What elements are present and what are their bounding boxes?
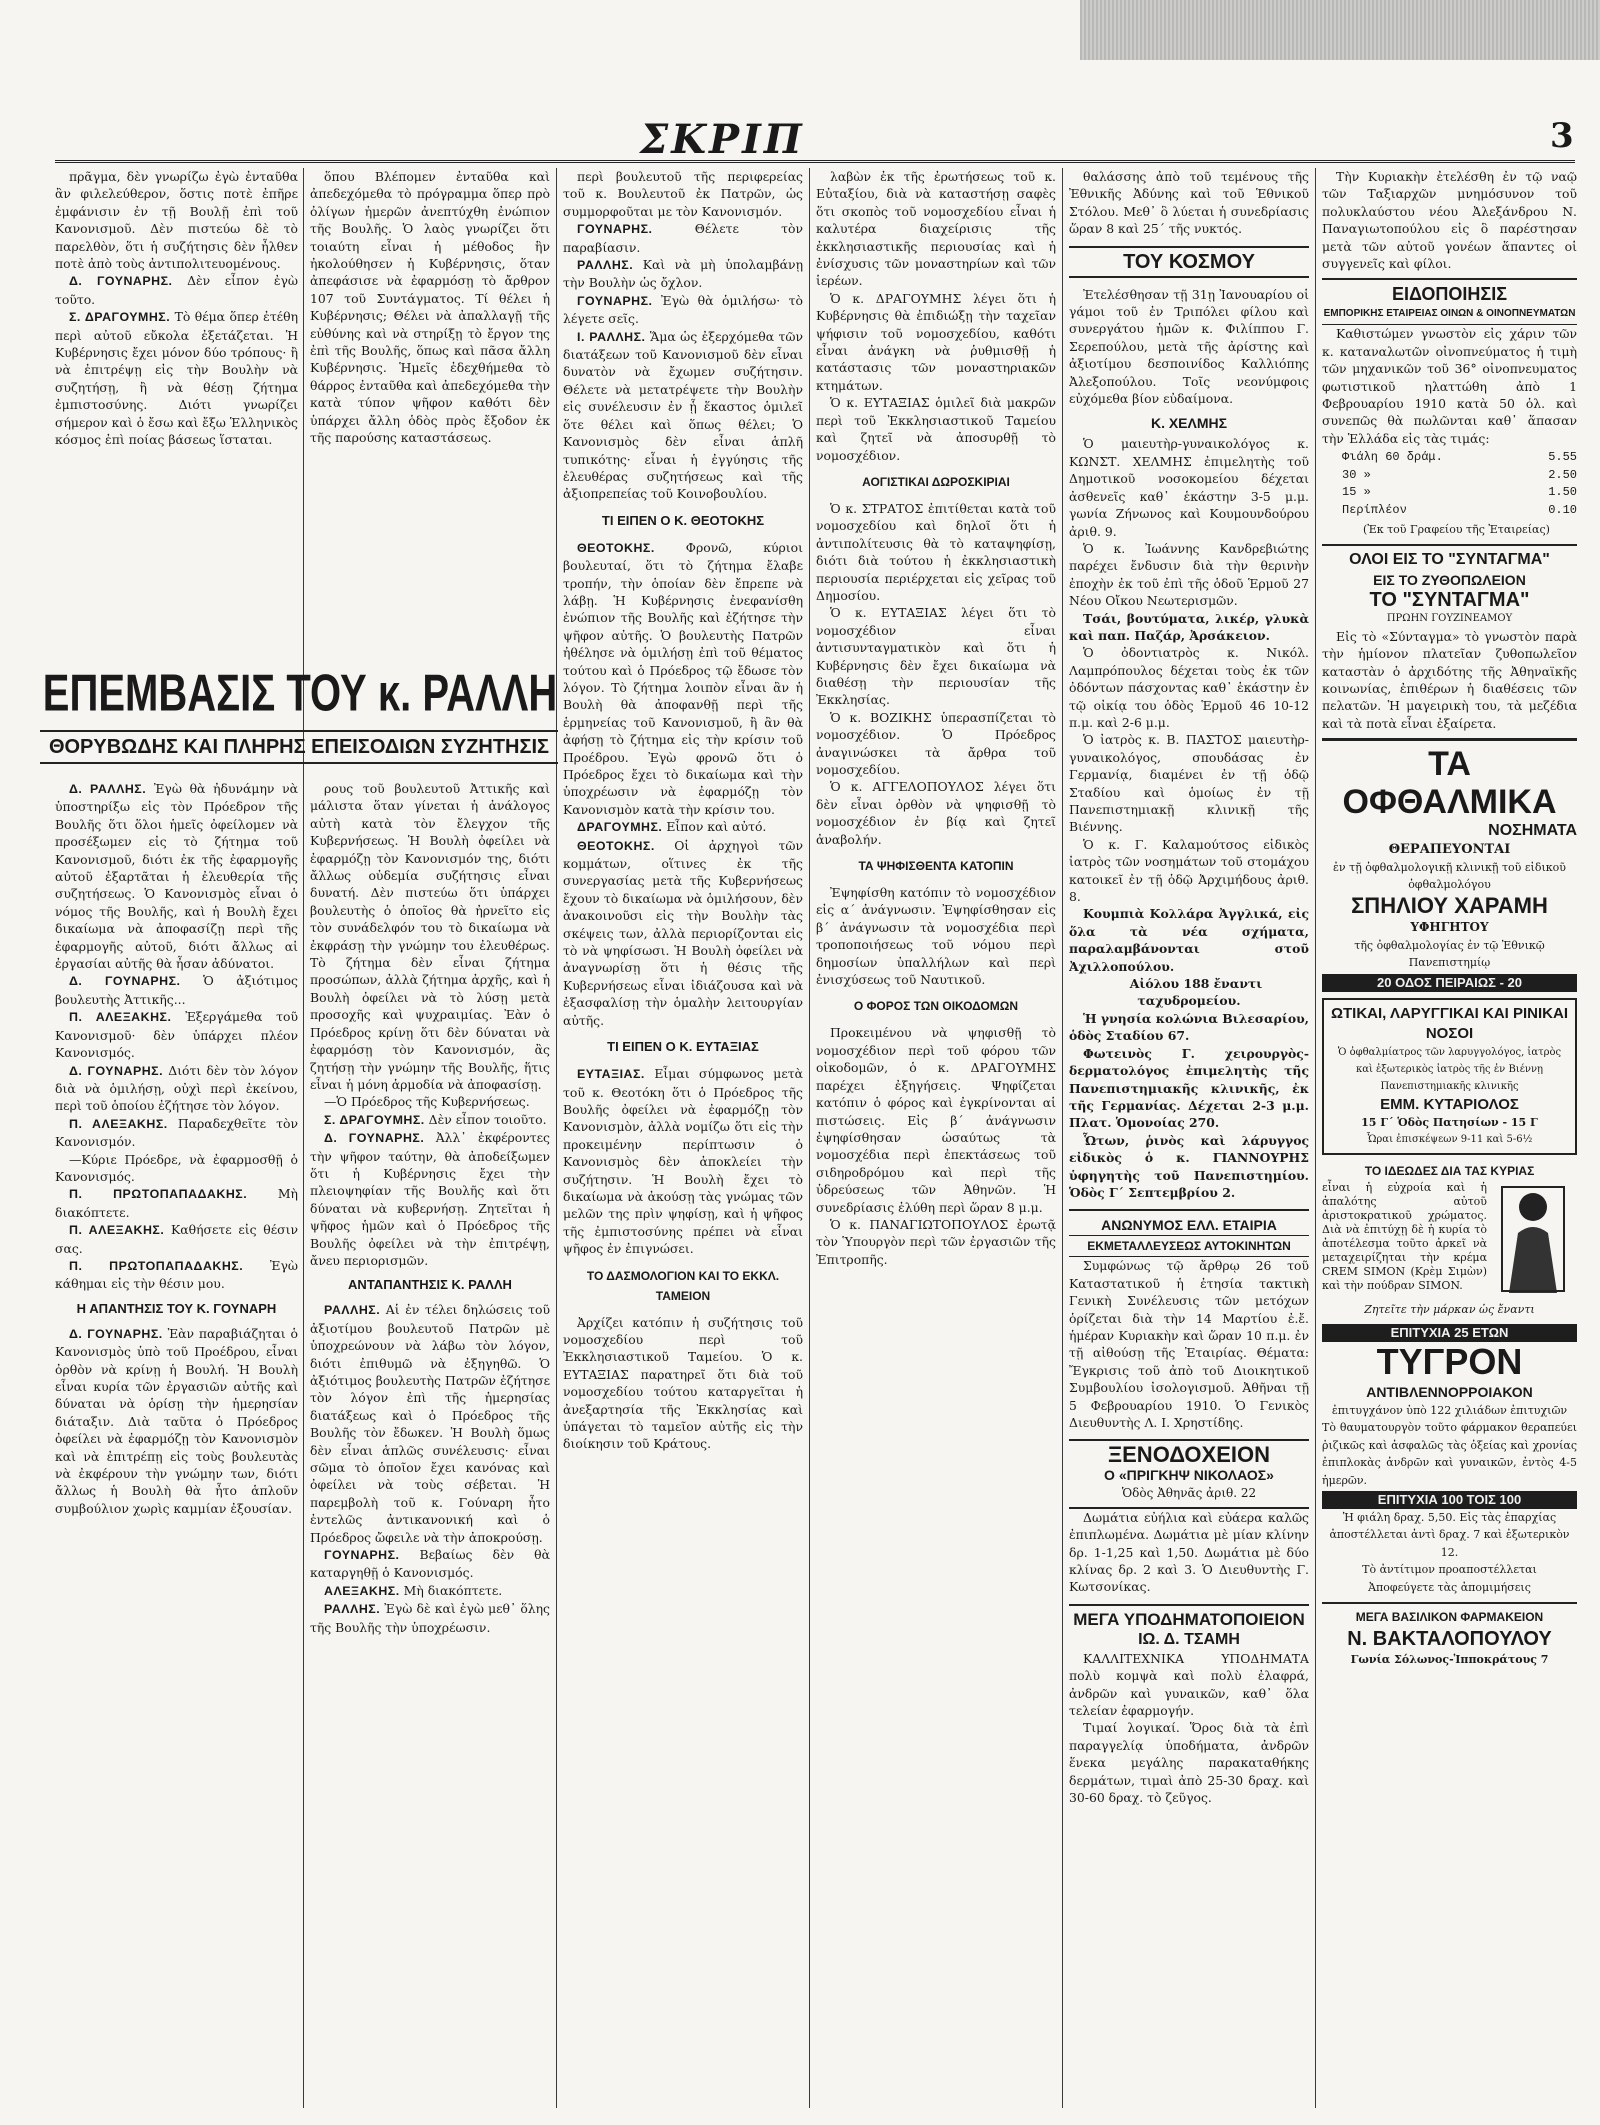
ad-owner: ΠΡΩΗΝ ΓΟΥΖΙΝΕΑΜΟΥ xyxy=(1386,613,1513,625)
tigron-ad xyxy=(1322,1324,1577,1596)
price-row xyxy=(1342,502,1577,519)
speech-text: Καὶ νὰ μὴ ὑπολαμβάνῃ τὴν Βουλὴν ὡς ὄχλον. xyxy=(563,257,803,291)
speech-paragraph xyxy=(55,972,298,1008)
ad-text: Τὸ θαυματουργὸν τοῦτο φάρμακον θεραπεύει ῥιζικῶς καὶ ἀσφαλῶς τὰς ὀξείας καὶ χρονίας ἐπιπλοκὰς ἀνδρῶν καὶ γυναικῶν, ἐντὸς 4-5 ἡμερῶν. xyxy=(1322,1421,1577,1487)
speech-text: Ἐγὼ δὲ καὶ ἐγὼ μεθ᾽ ὅλης τῆς Βουλῆς τὴν ὑποχρέωσιν. xyxy=(310,1601,550,1635)
article-text: ρους τοῦ βουλευτοῦ Ἀττικῆς καὶ μάλιστα ὅταν γίνεται ἡ ἀνάλογος αὐτὴ κατὰ τὸν ἔλεγχον τῆς Κυβερνήσεως. Ἡ Βουλὴ ὀφείλει νὰ ἐφαρμόζῃ τὸν Κανονισμόν της, διότι ἄλλως οὐδεμία συζήτησις εἶναι δυνατή. Δὲν πιστεύω ὅτι ὑπάρχει βουλευτὴς ὁ ὁποῖος θὰ ἠρνεῖτο εἰς τὸν συνάδελφόν του τὸ δικαίωμα νὰ ἐκφράσῃ τὴν γνώμην του ἐλευθέρως. Τὸ ζήτημα δὲν εἶναι ζήτημα προσώπων, ἀλλὰ ζήτημα ἀρχῆς, καὶ ἡ Βουλὴ ὀφείλει νὰ τὸ λύσῃ μετὰ προσοχῆς καὶ ψυχραιμίας. Ἐὰν ὁ Πρόεδρος κρίνῃ ὅτι δὲν δύναται νὰ ἐφαρμόσῃ τὸν Κανονισμόν, ἂς ζητήσῃ τὴν γνώμην τῆς Βουλῆς, ἥτις εἶναι ἡ μόνη ἁρμοδία νὰ ἀποφασίσῃ. xyxy=(310,781,550,1092)
column-1-lower xyxy=(55,780,298,2110)
speech-text: Παραδεχθεῖτε τὸν Κανονισμόν. xyxy=(55,1115,298,1150)
price-value: 1.50 xyxy=(1548,485,1577,500)
ad-text: Φωτεινὸς Γ. χειρουργὸς-δερματολόγος ἐπιμελητὴς τῆς Πανεπιστημιακῆς κλινικῆς, ἐκ τῆς Γερμανίας. Δέχεται 2-3 μ.μ. Πλατ. Ὁμονοίας 270. xyxy=(1069,1045,1309,1131)
company-ad xyxy=(1069,1209,1309,1257)
cosmetics-body xyxy=(1322,1181,1577,1301)
speaker: ΓΟΥΝΑΡΗΣ. xyxy=(324,1548,400,1563)
ad-text: Ὁ κ. Ἰωάννης Κανδρεβιώτης παρέχει ἔνδυσιν διὰ τὴν θερινὴν ἐποχὴν ἐκ τοῦ ἐπὶ τῆς ὁδοῦ Ἑρμοῦ 27 Νέου Οἴκου Νεωτερισμῶν. xyxy=(1069,540,1309,609)
speech-text: Ἐγὼ θὰ ἠδυνάμην νὰ ὑποστηρίξω εἰς τὸν Πρόεδρον τῆς Βουλῆς ὅτι ὅλοι ἡμεῖς ὀφείλομεν νὰ προσέξωμεν εἰς τὸ ζήτημα τοῦ Κανονισμοῦ, διότι ἐκ τῆς ἐφαρμογῆς αὐτοῦ ἐξαρτᾶται ἡ ἐλευθερία τῆς συζητήσεως. Ὁ Κανονισμὸς εἶναι ὁ νόμος τῆς Βουλῆς, καὶ ἡ Βουλὴ ἔχει δικαίωμα νὰ ἀποφασίζῃ περὶ τῆς ἐφαρμογῆς αὐτοῦ, διότι ἄλλως αἱ ἐργασίαι αὐτῆς θὰ ἦσαν ἀδύνατοι. xyxy=(55,781,298,972)
ad-text: Ἡ γνησία κολώνια Βιλεσαρίου, ὁδὸς Σταδίου 67. xyxy=(1069,1010,1309,1044)
speech-text: Αἱ ἐν τέλει δηλώσεις τοῦ ἀξιοτίμου βουλευτοῦ Πατρῶν μὲ ὑποχρεώνουν νὰ λάβω τὸν λόγον, διότι ἐπιθυμῶ νὰ ἐξηγηθῶ. Ὁ ἀξιότιμος βουλευτὴς Πατρῶν ἐζήτησε τὸν λόγον ἐπὶ τῆς ἡμερησίας διατάξεως καὶ ὁ Πρόεδρος τῆς Βουλῆς τὸν ἔδωκεν. Ἡ Βουλὴ ὅμως δὲν εἶναι ἁπλῶς συνέλευσις· εἶναι σῶμα τὸ ὁποῖον ἔχει κανόνας καὶ ὀφείλει νὰ τοὺς σέβεται. Ἡ παρεμβολὴ τοῦ κ. Γούναρη ἦτο ἐντελῶς ἀντικανονική καὶ ὁ Πρόεδρος ὤφειλε νὰ τὴν ἀποκρούσῃ. xyxy=(310,1302,550,1545)
speech-paragraph xyxy=(55,1257,298,1293)
ad-line: τῆς ὀφθαλμολογίας ἐν τῷ Ἐθνικῷ Πανεπιστημίῳ xyxy=(1354,938,1545,970)
speech-paragraph xyxy=(55,1325,298,1517)
ad-text: ΚΑΛΛΙΤΕΧΝΙΚΑ ΥΠΟΔΗΜΑΤΑ πολὺ κομψὰ καὶ πολὺ ἐλαφρά, ἀνδρῶν καὶ γυναικῶν, καθ᾽ ὅλα τελείαν ἐφαρμογήν. xyxy=(1069,1650,1309,1719)
speaker: Π. ΑΛΕΞΑΚΗΣ. xyxy=(69,1223,165,1238)
ad-name: ΤΟ "ΣΥΝΤΑΓΜΑ" xyxy=(1369,589,1530,612)
column-divider xyxy=(1062,168,1063,2108)
speech-paragraph xyxy=(55,1221,298,1257)
price-value: 2.50 xyxy=(1548,467,1577,482)
section-heading: ΤΙ ΕΙΠΕΝ Ο Κ. ΕΥΤΑΞΙΑΣ xyxy=(607,1039,759,1055)
speaker: Δ. ΓΟΥΝΑΡΗΣ. xyxy=(69,1063,164,1078)
speech-text: Μὴ διακόπτετε. xyxy=(403,1582,503,1598)
speech-paragraph xyxy=(55,1185,298,1221)
speaker: Σ. ΔΡΑΓΟΥΜΗΣ. xyxy=(324,1112,425,1127)
speech-text: Δὲν εἶπον ἐγὼ τοῦτο. xyxy=(55,273,298,307)
speech-paragraph xyxy=(55,272,298,308)
article-text: λαβὼν ἐκ τῆς ἐρωτήσεως τοῦ κ. Εὐταξίου, διὰ νὰ καταστήσῃ σαφὲς ὅτι σκοπὸς τοῦ νομοσχεδίου εἶναι ἡ καλυτέρα διαχείρισις τῆς ἐκκλησιαστικῆς περιουσίας καὶ ἡ ἐνίσχυσις τῶν μοναστηρίων καὶ τῶν ἱερέων. xyxy=(816,169,1056,289)
page-number: 3 xyxy=(1550,116,1574,156)
price-label: Φιάλη 60 δράμ. xyxy=(1342,450,1443,465)
ad-line: Τὸ ἀντίτιμον προαποστέλλεται xyxy=(1362,1563,1537,1577)
ad-subtitle: ΑΝΤΙΒΛΕΝΝΟΡΡΟΙΑΚΟΝ xyxy=(1366,1384,1533,1401)
newspaper-name: ΣΚΡΙΠ xyxy=(640,116,805,163)
speaker: ΔΡΑΓΟΥΜΗΣ. xyxy=(577,820,663,835)
speaker: ΓΟΥΝΑΡΗΣ. xyxy=(577,222,653,237)
masthead-rule xyxy=(55,160,1575,163)
ad-footer: (Ἐκ τοῦ Γραφείου τῆς Ἐταιρείας) xyxy=(1363,522,1550,536)
speech-paragraph xyxy=(563,292,803,328)
ad-badge: ΕΠΙΤΥΧΙΑ 25 ΕΤΩΝ xyxy=(1322,1324,1577,1342)
scan-edge-shading xyxy=(1080,0,1600,60)
speaker: ΡΑΛΛΗΣ. xyxy=(577,258,634,273)
ad-title: ΑΝΩΝΥΜΟΣ ΕΛΛ. ΕΤΑΙΡΙΑ xyxy=(1101,1217,1277,1234)
ad-text: εἶναι ἡ εὐχροία καὶ ἡ ἁπαλότης αὐτοῦ ἀριστοκρατικοῦ χρώματος. Διὰ νὰ ἐπιτύχῃ δὲ ἡ κυρία τὸ ἀποτέλεσμα τοῦτο ἀρκεῖ νὰ μεταχειρίζηται τὴν κρέμα CREM SIMON (Κρὲμ Σιμὼν) καὶ τὴν πούδραν SIMON. xyxy=(1322,1180,1487,1292)
column-6 xyxy=(1322,168,1577,2108)
speech-paragraph xyxy=(563,1065,803,1257)
column-divider xyxy=(303,168,304,2108)
speech-paragraph xyxy=(310,1546,550,1582)
ad-name: ΕΜΜ. ΚΥΤΑΡΙΟΛΟΣ xyxy=(1380,1095,1519,1113)
article-text: Ὁ κ. ΑΓΓΕΛΟΠΟΥΛΟΣ λέγει ὅτι δὲν εἶναι ὀρθὸν νὰ ψηφισθῇ τὸ νομοσχέδιον ἐν βίᾳ καὶ ζητεῖ ἀναβολήν. xyxy=(816,779,1056,847)
speech-paragraph xyxy=(310,1582,550,1600)
ad-subtitle: ΕΚΜΕΤΑΛΛΕΥΣΕΩΣ ΑΥΤΟΚΙΝΗΤΩΝ xyxy=(1069,1235,1309,1257)
speech-text: Καθήσετε εἰς θέσιν σας. xyxy=(55,1222,298,1256)
ad-subtitle: ΕΜΠΟΡΙΚΗΣ ΕΤΑΙΡΕΙΑΣ ΟΙΝΩΝ & ΟΙΝΟΠΝΕΥΜΑΤΩΝ xyxy=(1322,304,1577,325)
ad-text: Ὁ κ. Γ. Καλαμούτσος εἰδικὸς ἰατρὸς τῶν νοσημάτων τοῦ στομάχου κατοικεῖ ἐν τῇ ὁδῷ Ἀρχιμήδους ἀριθ. 8. xyxy=(1069,836,1309,905)
ad-address: Ὁδὸς Ἀθηνᾶς ἀριθ. 22 xyxy=(1121,1486,1257,1501)
ad-footer: Ζητεῖτε τὴν μάρκαν ὡς ἔναντι xyxy=(1364,1302,1535,1316)
headline: ΕΠΕΜΒΑΣΙΣ ΤΟΥ κ. ΡΑΛΛΗ xyxy=(42,665,558,723)
speech-text: Βεβαίως δὲν θὰ καταργηθῇ ὁ Κανονισμός. xyxy=(310,1547,550,1581)
speaker: Π. ΠΡΩΤΟΠΑΠΑΔΑΚΗΣ. xyxy=(69,1258,244,1273)
speech-text: Εἶπον καὶ αὐτό. xyxy=(666,819,767,835)
ad-name: Ν. ΒΑΚΤΑΛΟΠΟΥΛΟΥ xyxy=(1347,1628,1552,1651)
pharmacy-ad xyxy=(1322,1602,1577,1668)
article-text: Ἀρχίζει κατόπιν ἡ συζήτησις τοῦ νομοσχεδίου περὶ τοῦ Ἐκκλησιαστικοῦ Ταμείου. Ὁ κ. ΕΥΤΑΞΙΑΣ παρατηρεῖ ὅτι διὰ τοῦ νομοσχεδίου τούτου καταργεῖται ἡ ἀνεξαρτησία τῆς Ἐκκλησίας καὶ ὑπάγεται τὸ ταμεῖον αὐτῆς εἰς τὴν διοίκησιν τοῦ Κράτους. xyxy=(563,1314,803,1452)
speech-text: Ἐγὼ κάθημαι εἰς τὴν θέσιν μου. xyxy=(55,1257,298,1292)
speaker: Π. ΑΛΕΞΑΚΗΣ. xyxy=(69,1116,168,1131)
article-text: περὶ βουλευτοῦ τῆς περιφερείας τοῦ κ. Βουλευτοῦ ἐκ Πατρῶν, ὡς συμμορφοῦται με τὸν Κανονισμόν. xyxy=(563,169,803,219)
ad-title: ΤΑ ΟΦΘΑΛΜΙΚΑ xyxy=(1342,745,1557,822)
headline-block xyxy=(40,665,560,723)
ad-text: Τσάι, βουτύματα, λικέρ, γλυκὰ καὶ παπ. Παζάρ, Ἀρσάκειον. xyxy=(1069,610,1309,643)
ad-address: Γωνία Σόλωνος-Ἱπποκράτους 7 xyxy=(1350,1653,1549,1667)
ad-subtitle: ΙΩ. Δ. ΤΣΑΜΗ xyxy=(1138,1630,1240,1648)
ad-title: ΟΛΟΙ ΕΙΣ ΤΟ "ΣΥΝΤΑΓΜΑ" xyxy=(1349,551,1550,569)
article-text: θαλάσσης ἀπὸ τοῦ τεμένους τῆς Ἐθνικῆς Ἀδύνης καὶ τοῦ Ἑθνικοῦ Στόλου. Μεθ᾽ ὃ λύεται ἡ συνεδρίασις ὥραν 8 καὶ 25´ τῆς νυκτός. xyxy=(1069,169,1309,237)
article-text: Ὁ κ. ΒΟΖΙΚΗΣ ὑπερασπίζεται τὸ νομοσχέδιον. Ὁ Πρόεδρος ἀναγινώσκει τὰ ἄρθρα τοῦ νομοσχεδίου. xyxy=(816,709,1056,777)
ad-line: Ἡ φιάλη δραχ. 5,50. Εἰς τὰς ἐπαρχίας ἀποστέλλεται ἀντὶ δραχ. 7 καὶ ἐξωτερικὸν 12. xyxy=(1329,1511,1570,1559)
article-text: Ὁ κ. ΔΡΑΓΟΥΜΗΣ λέγει ὅτι ἡ Κυβέρνησις θὰ ἐπιδιώξῃ τὴν ταχεῖαν ψήφισιν τοῦ νομοσχεδίου, καθότι εἶναι ἀνάγκη νὰ ῥυθμισθῇ ἡ κατάστασις τῶν μοναστηριακῶν κτημάτων. xyxy=(816,290,1056,393)
ad-badge: ΕΠΙΤΥΧΙΑ 100 ΤΟΙΣ 100 xyxy=(1322,1491,1577,1509)
price-row xyxy=(1342,467,1577,484)
speech-text: Οἱ ἀρχηγοὶ τῶν κομμάτων, οἵτινες ἐκ τῆς συνεργασίας μετὰ τῆς Κυβερνήσεως ἔχουν τὸ δικαίωμα νὰ ὁμιλήσουν, δὲν ἀνακοινοῦσι εἰς τὴν Βουλὴν τὰς σκέψεις των, ἀλλὰ περιορίζονται εἰς τὸ νὰ ψηφίσωσι. Ἡ Βουλὴ ὀφείλει νὰ ἀναγνωρίσῃ ὅτι ἡ θέσις τῆς Κυβερνήσεως εἶναι ἰδιάζουσα καὶ νὰ ἐξασφαλίσῃ τὴν ὁμαλὴν λειτουργίαν αὐτῆς. xyxy=(563,837,803,1028)
column-divider xyxy=(556,168,557,2108)
speech-text: Τὸ θέμα ὅπερ ἐτέθη περὶ αὐτοῦ εὔκολα ἐξετάζεται. Ἡ Κυβέρνησις ἔχει μόνον δύο τρόπους· ἢ νὰ ἐπιτρέψῃ εἰς τὴν Βουλὴν νὰ συζητήσῃ, ἢ νὰ θέσῃ ζήτημα ἐμπιστοσύνης. Διότι γνωρίζει σήμερον καὶ ὁ ἔσω καὶ ἔξω Ἑλληνικὸς κόσμος ἐπὶ ποίας βάσεως ἵσταται. xyxy=(55,309,298,448)
speaker: ΑΛΕΞΑΚΗΣ. xyxy=(324,1583,400,1598)
speech-text: Ἅμα ὡς ἐξερχόμεθα τῶν διατάξεων τοῦ Κανονισμοῦ δὲν εἶναι δυνατὸν νὰ ἔχωμεν συζήτησιν. Θέλετε νὰ μετατρέψετε τὴν Βουλὴν εἰς συνέλευσιν ἐν ᾗ ἕκαστος ὁμιλεῖ ὅτε θέλει καὶ ὅπως θέλει; Ὁ Κανονισμὸς δὲν εἶναι ἁπλῆ τυπικότης· εἶναι ἡ ἐγγύησις τῆς ἐλευθέρας συζητήσεως καὶ τῆς ἀξιοπρεπείας τοῦ Κοινοβουλίου. xyxy=(563,328,803,502)
section-heading: Ο ΦΟΡΟΣ ΤΩΝ ΟΙΚΟΔΟΜΩΝ xyxy=(853,999,1019,1014)
speech-paragraph xyxy=(563,837,803,1029)
ad-title: ΤΟ ΙΔΕΩΔΕΣ ΔΙΑ ΤΑΣ ΚΥΡΙΑΣ xyxy=(1364,1163,1535,1178)
ad-subtitle: ΕΙΣ ΤΟ ΖΥΘΟΠΩΛΕΙΟΝ xyxy=(1373,572,1526,589)
interjection: —Κύριε Πρόεδρε, νὰ ἐφαρμοσθῇ ὁ Κανονισμός. xyxy=(55,1151,298,1184)
section-heading: Η ΑΠΑΝΤΗΣΙΣ ΤΟΥ Κ. ΓΟΥΝΑΡΗ xyxy=(76,1300,277,1316)
speech-text: Δὲν εἶπον τοιοῦτο. xyxy=(428,1111,547,1127)
speaker: Δ. ΓΟΥΝΑΡΗΣ. xyxy=(69,274,173,289)
ad-text: Ὁ ἰατρὸς κ. Β. ΠΑΣΤΟΣ μαιευτὴρ-γυναικολόγος, σπουδάσας ἐν Γερμανίᾳ, διαμένει ἐν τῇ ὁδῷ Σταδίου καὶ ὁμοίως ἐν τῇ Πανεπιστημιακῇ κλινικῇ τῆς Βιέννης. xyxy=(1069,732,1309,835)
ad-text: Αἰόλου 188 ἔναντι ταχυδρομείου. xyxy=(1129,976,1263,1009)
speech-paragraph xyxy=(310,1600,550,1636)
ad-text: Συμφώνως τῷ ἄρθρῳ 26 τοῦ Καταστατικοῦ ἡ ἐτησία τακτικὴ Γενικὴ Συνέλευσις τῶν μετόχων ὁρίζεται διὰ τὴν 14 Μαρτίου ἐ.ἔ. ἡμέραν Κυριακὴν καὶ ὥραν 10 π.μ. ἐν τῇ αἰθούσῃ τῆς Ἐταιρίας. Θέματα: Ἔγκρισις τοῦ ἀπὸ τοῦ Διοικητικοῦ Συμβουλίου ἰσολογισμοῦ. Ἀθῆναι τῇ 5 Φεβρουαρίου 1910. Ὁ Γενικὸς Διευθυντὴς Λ. Ι. Χρηστίδης. xyxy=(1069,1258,1309,1430)
article-text: Προκειμένου νὰ ψηφισθῇ τὸ νομοσχέδιον περὶ τοῦ φόρου τῶν οἰκοδομῶν, ὁ κ. ΔΡΑΓΟΥΜΗΣ παρέχει ἐξηγήσεις. Ψηφίζεται κατόπιν ὁ φόρος καὶ ἐγκρίνονται αἱ πιστώσεις. Εἰς β´ ἀνάγνωσιν ἐψηφίσθησαν ὡσαύτως τὰ νομοσχέδια περὶ ἐπεκτάσεως τοῦ σιδηροδρόμου καὶ περὶ τῆς ὑδρεύσεως τῶν Ἀθηνῶν. Ἡ συνεδρίασις ἐλύθη περὶ ὥραν 8 μ.μ. xyxy=(816,1025,1056,1215)
section-heading: ΤΟ ΔΑΣΜΟΛΟΓΙΟΝ ΚΑΙ ΤΟ ΕΚΚΛ. ΤΑΜΕΙΟΝ xyxy=(586,1268,780,1303)
subheadline: ΘΟΡΥΒΩΔΗΣ ΚΑΙ ΠΛΗΡΗΣ ΕΠΕΙΣΟΔΙΩΝ ΣΥΖΗΤΗΣΙΣ xyxy=(40,730,558,764)
speaker: ΘΕΟΤΟΚΗΣ. xyxy=(577,540,655,555)
ad-subtitle: Ο «ΠΡΙΓΚΗΨ ΝΙΚΟΛΑΟΣ» xyxy=(1104,1467,1274,1484)
speech-text: Ἐγὼ θὰ ὁμιλήσω· τὸ λέγετε σεῖς. xyxy=(563,292,803,327)
speaker: Π. ΑΛΕΞΑΚΗΣ. xyxy=(69,1010,172,1025)
article-text: Ὁ κ. ΕΥΤΑΞΙΑΣ ὁμιλεῖ διὰ μακρῶν περὶ τοῦ Ἐκκλησιαστικοῦ Ταμείου καὶ ζητεῖ νὰ ἀποσυρθῇ τὸ νομοσχέδιον. xyxy=(816,395,1056,463)
hotel-ad xyxy=(1069,1439,1309,1508)
speaker: Δ. ΓΟΥΝΑΡΗΣ. xyxy=(324,1131,425,1146)
ad-text: Ὁ ὀδοντιατρὸς κ. Νικόλ. Λαμπρόπουλος δέχεται τοὺς ἐκ τῶν ὀδόντων πάσχοντας καθ᾽ ἑκάστην ἐν τῷ οἰκίᾳ του ὁδὸς Ἑρμοῦ 46 10-12 π.μ. καὶ 2-6 μ.μ. xyxy=(1069,645,1309,730)
ad-name: ΣΠΗΛΙΟΥ ΧΑΡΑΜΗ xyxy=(1351,893,1548,919)
lady-figure-icon xyxy=(1494,1185,1572,1295)
price-value: 5.55 xyxy=(1548,450,1577,465)
speech-paragraph xyxy=(563,539,803,819)
speaker: ΓΟΥΝΑΡΗΣ. xyxy=(577,293,653,308)
article-text: Ἐτελέσθησαν τῇ 31ῃ Ἰανουαρίου οἱ γάμοι τοῦ ἐν Τριπόλει φίλου καὶ συνεργάτου ἡμῶν κ. Φιλίππου Γ. Σερεπούλου, μετὰ τῆς ἀρίστης καὶ ἀξιοτίμου δεσποινίδος Καλλιόπης Ἀλεξοπούλου. Τοῖς νεονύμφοις εὐχόμεθα βίον εὐδαίμονα. xyxy=(1069,286,1309,407)
column-2-lower xyxy=(310,780,550,2110)
speaker: ΕΥΤΑΞΙΑΣ. xyxy=(577,1067,645,1082)
speech-text: Φρονῶ, κύριοι βουλευταί, ὅτι τὸ ζήτημα ἔλαβε τροπήν, τὴν ὁποίαν δὲν ἔπρεπε νὰ λάβῃ. Ἡ Κυβέρνησις ἐνεφανίσθη ἐνώπιον τῆς Βουλῆς καὶ ἐζήτησε τὴν ψῆφον αὐτῆς. Ὁ βουλευτὴς Πατρῶν ἠθέλησε νὰ ὁμιλήσῃ ἐπὶ τοῦ θέματος τούτου καὶ ὁ Πρόεδρος τῷ ἔδωσε τὸν λόγον. Τὸ ζήτημα λοιπὸν εἶναι ἂν ἡ Βουλὴ θὰ ἀποφανθῇ περὶ τῆς ἑρμηνείας τοῦ Κανονισμοῦ, ἢ ἂν θὰ ἀφήσῃ τὸ ζήτημα εἰς τὴν κρίσιν τοῦ Προέδρου. Ἐγὼ φρονῶ ὅτι ὁ Πρόεδρος ἔχει τὸ δικαίωμα καὶ τὴν ὑποχρέωσιν νὰ ἐφαρμόζῃ τὸν Κανονισμὸν κατὰ τὴν κρίσιν του. xyxy=(563,539,803,817)
article-text: ὅπου Βλέπομεν ἐνταῦθα καὶ ἀπεδεχόμεθα τὸ πρόγραμμα ὅπερ πρὸ ὀλίγων ἡμερῶν ἀνεπτύχθη ἐνώπιον τῆς Βουλῆς. Ὁ λαὸς γνωρίζει ὅτι τοιαύτη εἶναι ἡ μέθοδος ἣν ἠκολούθησεν ἡ Κυβέρνησις, ὅταν ἀπεφάσισε νὰ ἐφαρμόσῃ τὸ ἄρθρον 107 τοῦ Συντάγματος. Τί θέλει ἡ Κυβέρνησις; Θέλει νὰ ἀπαλλαγῇ τῆς εὐθύνης καὶ νὰ στηρίξῃ τὸ ἔργον της ἐπὶ τῆς Βουλῆς, ὅπως καὶ πᾶσα ἄλλη Κυβέρνησις. Ἡμεῖς ἐδεχθήμεθα τὸ θάρρος ἐνταῦθα καὶ ἀπεδεχόμεθα τὴν κατὰ τύπον ψῆφον καθότι δὲν ὑπάρχει ἄλλη ὁδὸς πρὸς ἔξοδον ἐκ τῆς παρούσης καταστάσεως. xyxy=(310,169,550,446)
speech-text: Ἀλλ᾽ ἐκφέροντες τὴν ψῆφον ταύτην, θὰ ἀποδείξωμεν ὅτι ἡ Κυβέρνησις ἔχει τὴν πλειοψηφίαν τῆς Βουλῆς καὶ ὅτι δύναται νὰ κυβερνήσῃ. Ζητεῖται ἡ ψῆφος ἡμῶν καὶ ὁ Πρόεδρος τῆς Βουλῆς ὀφείλει νὰ τὴν ἐπιτρέψῃ, ἄνευ περιορισμῶν. xyxy=(310,1130,550,1268)
speech-text: Μὴ διακόπτετε. xyxy=(55,1186,298,1220)
column-2-upper xyxy=(310,168,550,658)
speech-text: Εἶμαι σύμφωνος μετὰ τοῦ κ. Θεοτόκη ὅτι ὁ Πρόεδρος τῆς Βουλῆς ὀφείλει νὰ ἐφαρμόζῃ τὸν Κανονισμὸν, ἀλλὰ νομίζω ὅτι εἰς τὴν προκειμένην περίπτωσιν ὁ Κανονισμὸς δὲν ἀποκλείει τὴν συζήτησιν. Ἡ Βουλὴ ἔχει τὸ δικαίωμα νὰ ἀκούσῃ τὰς γνώμας τῶν μελῶν της πρὶν ψηφίσῃ, καὶ ἡ ψῆφος τῆς ἐμπιστοσύνης πρέπει νὰ εἶναι ψῆφος ἐν ἐπιγνώσει. xyxy=(563,1066,803,1257)
price-list xyxy=(1342,449,1577,519)
ad-subtitle: ΝΟΣΗΜΑΤΑ xyxy=(1488,822,1577,840)
speaker: Δ. ΓΟΥΝΑΡΗΣ. xyxy=(69,1326,163,1341)
ad-line: ἐν τῇ ὀφθαλμολογικῇ κλινικῇ τοῦ εἰδικοῦ ὀφθαλμολόγου xyxy=(1333,860,1566,891)
speech-text: Ὁ ἀξιότιμος βουλευτὴς Ἀττικῆς... xyxy=(55,973,298,1007)
ad-text: Ὁ μαιευτὴρ-γυναικολόγος κ. ΚΩΝΣΤ. ΧΕΛΜΗΣ ἐπιμελητὴς τοῦ Δημοτικοῦ νοσοκομείου δέχεται ἀσθενεῖς καθ᾽ ἑκάστην 3-5 μ.μ. γωνία Ζήνωνος καὶ Κουμουνδούρου ἀριθ. 9. xyxy=(1069,436,1309,539)
speech-paragraph xyxy=(55,1008,298,1061)
ad-text: Δωμάτια εὐήλια καὶ εὐάερα καλῶς ἐπιπλωμένα. Δωμάτια μὲ μίαν κλίνην δρ. 1-1,25 καὶ 1,50. Δωμάτια μὲ δύο κλίνας δρ. 2 καὶ 3. Ὁ Διευθυντὴς Γ. Κωτσονίκας. xyxy=(1069,1509,1309,1595)
ad-line: ΥΦΗΓΗΤΟΥ xyxy=(1410,920,1489,935)
ad-text: Ὧτων, ῥινὸς καὶ λάρυγγος εἰδικὸς ὁ κ. ΓΙΑΝΝΟΥΡΗΣ ὑφηγητὴς τοῦ Πανεπιστημίου. Ὁδὸς Γ´ Σεπτεμβρίου 2. xyxy=(1069,1132,1309,1200)
ad-line: Ἀποφεύγετε τὰς ἀπομιμήσεις xyxy=(1368,1580,1531,1594)
speech-paragraph xyxy=(563,256,803,292)
article-text: Ὁ κ. ΣΤΡΑΤΟΣ ἐπιτίθεται κατὰ τοῦ νομοσχεδίου καὶ δηλοῖ ὅτι ἡ ἀντιπολίτευσις θὰ τὸ καταψηφίσῃ, διότι διὰ τούτου ἡ ἐκκλησιαστικὴ περιουσία περιέρχεται εἰς χεῖρας τοῦ Δημοσίου. xyxy=(816,500,1056,603)
ad-title: ΕΙΔΟΠΟΙΗΣΙΣ xyxy=(1391,284,1508,305)
article-text: Ἐψηφίσθη κατόπιν τὸ νομοσχέδιον εἰς α´ ἀνάγνωσιν. Ἐψηφίσθησαν εἰς β´ ἀνάγνωσιν τὰ νομοσχέδια περὶ τροποποιήσεως τοῦ νόμου περὶ δημοσίων ὑπαλλήλων καὶ περὶ ἐνισχύσεως τοῦ Ναυτικοῦ. xyxy=(816,885,1056,988)
ad-address: 20 ΟΔΟΣ ΠΕΙΡΑΙΩΣ - 20 xyxy=(1322,974,1577,992)
price-label: 15 » xyxy=(1342,485,1371,500)
column-4 xyxy=(816,168,1056,2108)
ad-title: ΜΕΓΑ ΥΠΟΔΗΜΑΤΟΠΟΙΕΙΟΝ xyxy=(1073,1609,1305,1629)
column-3 xyxy=(563,168,803,2108)
section-heading: ΤΑ ΨΗΦΙΣΘΕΝΤΑ ΚΑΤΟΠΙΝ xyxy=(858,859,1014,874)
section-heading: ΤΙ ΕΙΠΕΝ Ο Κ. ΘΕΟΤΟΚΗΣ xyxy=(601,512,765,528)
speaker: Σ. ΔΡΑΓΟΥΜΗΣ. xyxy=(69,310,171,325)
speech-text: Ἐὰν παραβιάζηται ὁ Κανονισμὸς ὑπὸ τοῦ Προέδρου, εἶναι ὀρθὸν νὰ κρίνῃ ἡ Βουλή. Ἡ Βουλὴ εἶναι κυρία τῶν ἐργασιῶν αὐτῆς καὶ δύναται νὰ ὁρίσῃ τὴν ἡμερησίαν διάταξιν. Διὰ ταῦτα ὁ Πρόεδρος ὀφείλει νὰ ἐφαρμόζῃ τὸν Κανονισμὸν καὶ νὰ ἐπιτρέπῃ εἰς τοὺς βουλευτὰς νὰ ἐκφέρουν τὴν γνώμην των, διότι ἄλλως ἡ Βουλὴ θὰ ἦτο ἁπλοῦν συμβούλιον χωρὶς καμμίαν ἐξουσίαν. xyxy=(55,1325,298,1516)
article-text: πρᾶγμα, δὲν γνωρίζω ἐγὼ ἐνταῦθα ἂν φιλελεύθερον, ὅστις ποτὲ ἐπῆρε ἐμφάνισιν ἐν τῇ Βουλῇ ἐπὶ τοῦ Κανονισμοῦ. Δὲν πιστεύω δὲ τὸ παρελθὸν, ὅτι ἡ συζήτησις δὲν ἦλθεν ποτὲ ἀπὸ τοὺς ἀντιπολιτευομένους. xyxy=(55,169,298,272)
price-row xyxy=(1342,449,1577,466)
ad-text: Εἰς τὸ «Σύνταγμα» τὸ γνωστὸν παρὰ τὴν ἡμίονον πλατεῖαν ζυθοπωλεῖον καταστὰν ὁ ἀρχιδότης τῆς Ἀθηναϊκῆς κοινωνίας, ἐπιθέρων ἡ διαθέσεις τῶν πελατῶν. Ἡ μαγειρικὴ του, τὰ μεζέδια καὶ τὰ ποτὰ εἶναι ἐξαίρετα. xyxy=(1322,628,1577,731)
masthead xyxy=(0,0,1600,163)
shoe-ad xyxy=(1069,1604,1309,1650)
brewery-ad xyxy=(1322,544,1577,627)
speech-paragraph xyxy=(563,818,803,836)
speech-paragraph xyxy=(55,1115,298,1151)
section-heading: ΑΟΓΙΣΤΙΚΑΙ ΔΩΡΟΣΚΙΡΙΑΙ xyxy=(862,474,1010,489)
column-divider xyxy=(1315,168,1316,2108)
ad-text: Κουμπιὰ Κολλάρα Ἀγγλικά, εἰς ὅλα τὰ νέα σχήματα, παραλαμβάνονται στοῦ Ἀχιλλοπούλου. xyxy=(1069,906,1309,974)
speaker: ΡΑΛΛΗΣ. xyxy=(324,1602,381,1617)
notice-ad xyxy=(1322,278,1577,325)
ad-line: ἐπιτυγχάνον ὑπὸ 122 χιλιάδων ἐπιτυχιῶν xyxy=(1331,1404,1568,1418)
cosmetics-ad xyxy=(1322,1161,1577,1318)
section-heading: ΤΟΥ ΚΟΣΜΟΥ xyxy=(1069,246,1309,278)
ad-text: Καθιστώμεν γνωστὸν εἰς χάριν τῶν κ. καταναλωτῶν οἰνοπνεύματος ἡ τιμὴ τῶν μηχανικῶν τοῦ 36° οἰνοπνευματος φωτιστικοῦ ηλαττώθη ἀπὸ 1 Φεβρουαρίου 1910 κατὰ 50 ὁλ. καὶ συνεπῶς θὰ πωλῶνται καθ᾽ ἅπασαν τὴν Ἑλλάδα εἰς τὰς τιμάς: xyxy=(1322,326,1577,446)
article-text: Ὁ κ. ΠΑΝΑΓΙΩΤΟΠΟΥΛΟΣ ἐρωτᾷ τὸν Ὑπουργὸν περὶ τῶν ἐργασιῶν τῆς Ἐπιτροπῆς. xyxy=(816,1216,1056,1267)
section-heading: ΑΝΤΑΠΑΝΤΗΣΙΣ Κ. ΡΑΛΛΗ xyxy=(348,1277,512,1293)
speaker: ΡΑΛΛΗΣ. xyxy=(324,1303,381,1318)
speech-paragraph xyxy=(563,220,803,256)
speaker: Δ. ΓΟΥΝΑΡΗΣ. xyxy=(69,974,181,989)
interjection: —Ὁ Πρόεδρος τῆς Κυβερνήσεως. xyxy=(324,1094,530,1110)
price-row xyxy=(1342,484,1577,501)
ad-title: Κ. ΧΕΛΜΗΣ xyxy=(1150,415,1228,432)
ad-title: ΜΕΓΑ ΒΑΣΙΛΙΚΟΝ ΦΑΡΜΑΚΕΙΟΝ xyxy=(1355,1610,1544,1625)
speaker: Ι. ΡΑΛΛΗΣ. xyxy=(577,329,646,344)
speaker: ΘΕΟΤΟΚΗΣ. xyxy=(577,838,655,853)
speaker: Δ. ΡΑΛΛΗΣ. xyxy=(69,782,147,796)
speech-paragraph xyxy=(310,1111,550,1129)
ad-title: ΩΤΙΚΑΙ, ΛΑΡΥΓΓΙΚΑΙ ΚΑΙ ΡΙΝΙΚΑΙ ΝΟΣΟΙ xyxy=(1330,1004,1569,1042)
speech-paragraph xyxy=(310,1301,550,1546)
ent-ad xyxy=(1322,998,1577,1155)
speech-paragraph xyxy=(563,328,803,503)
ad-title: ΤΥΓΡΟΝ xyxy=(1376,1341,1523,1383)
ad-text: Τιμαί λογικαί. Ὅρος διὰ τὰ ἐπὶ παραγγελίᾳ ὑποδήματα, ἀνδρῶν ἕνεκα μεγάλης παρακαταθήκης δερμάτων, τιμαὶ ἀπὸ 25-30 δραχ. καὶ 30-60 δραχ. τὸ ζεῦγος. xyxy=(1069,1720,1309,1806)
speech-paragraph xyxy=(55,308,298,448)
speech-paragraph xyxy=(310,1129,550,1269)
ophthalmic-ad xyxy=(1322,738,1577,991)
column-divider xyxy=(809,168,810,2108)
ad-title: ΞΕΝΟΔΟΧΕΙΟΝ xyxy=(1107,1442,1271,1468)
ad-address: 15 Γ´ Ὁδὸς Πατησίων - 15 Γ xyxy=(1361,1115,1538,1129)
ad-line: ΘΕΡΑΠΕΥΟΝΤΑΙ xyxy=(1388,842,1511,858)
speaker: Π. ΠΡΩΤΟΠΑΠΑΔΑΚΗΣ. xyxy=(69,1187,248,1202)
speech-text: Ἐξεργάμεθα τοῦ Κανονισμοῦ· δὲν ὑπάρχει πλέον Κανονισμός. xyxy=(55,1009,298,1061)
speech-paragraph xyxy=(55,780,298,972)
article-text: Ὁ κ. ΕΥΤΑΞΙΑΣ λέγει ὅτι τὸ νομοσχέδιον εἶναι ἀντισυνταγματικὸν καὶ ὅτι ἡ Κυβέρνησις δὲν ἔχει δικαίωμα νὰ διαθέσῃ τὴν περιουσίαν τῆς Ἐκκλησίας. xyxy=(816,605,1056,708)
speech-text: Διότι δὲν τὸν λόγον διὰ νὰ ὁμιλήσῃ, οὐχὶ περὶ ἐκείνου, περὶ τοῦ ὁποίου ἐζήτησε τὸν λόγον. xyxy=(55,1062,298,1114)
speech-text: Θέλετε τὸν παραβίασιν. xyxy=(563,221,803,255)
price-label: Περίπλέον xyxy=(1342,502,1407,517)
ad-line: Ὧραι ἐπισκέψεων 9-11 καὶ 5-6½ xyxy=(1366,1134,1533,1146)
article-text: Τὴν Κυριακὴν ἐτελέσθη ἐν τῷ ναῷ τῶν Ταξιαρχῶν μνημόσυνον τοῦ πολυκλαύστου νέου Ἀλεξάνδρου Ν. Παναγιωτοπούλου εἰς ὃ παρέστησαν μετὰ τῶν αὐτοῦ γονέων ἅπαντες οἱ συγγενεῖς καὶ φίλοι. xyxy=(1322,169,1577,272)
price-value: 0.10 xyxy=(1548,502,1577,517)
subheadline-block xyxy=(40,730,558,764)
speech-paragraph xyxy=(55,1062,298,1115)
ad-line: Ὁ ὀφθαλμίατρος τῶν λαρυγγολόγος, ἰατρὸς καὶ ἐξωτερικὸς ἰατρὸς τῆς ἐν Βιέννῃ Πανεπιστημιακῆς κλινικῆς xyxy=(1337,1046,1562,1093)
column-5 xyxy=(1069,168,1309,2108)
price-label: 30 » xyxy=(1342,467,1371,482)
